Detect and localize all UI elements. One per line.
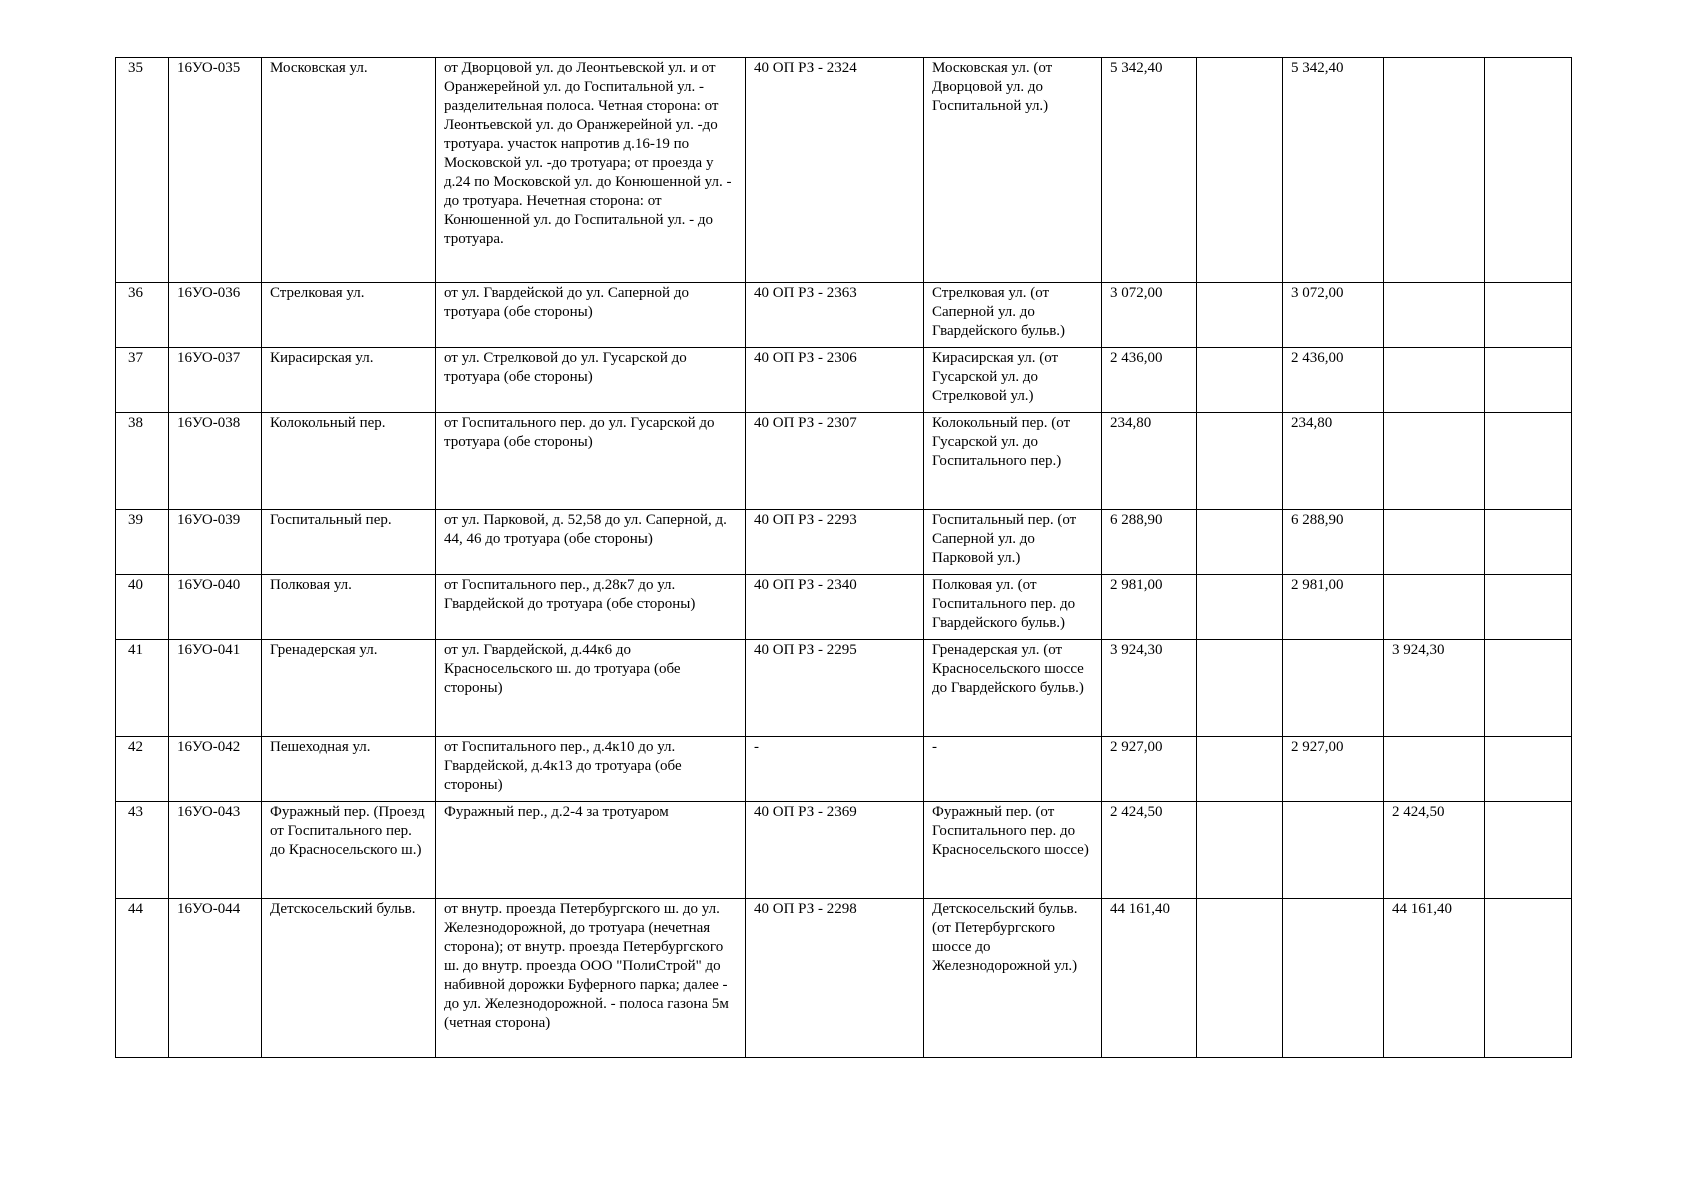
object-code-cell: 16УО-039	[169, 510, 262, 575]
total-area-cell: 2 424,50	[1102, 802, 1197, 899]
table-row	[116, 283, 1572, 348]
total-area-cell: 2 981,00	[1102, 575, 1197, 640]
column-7-cell	[1197, 348, 1283, 413]
road-registry-id-cell: 40 ОП РЗ - 2340	[746, 575, 924, 640]
total-area-cell: 3 072,00	[1102, 283, 1197, 348]
column-9-cell	[1384, 737, 1485, 802]
object-code-cell: 16УО-040	[169, 575, 262, 640]
table-row	[116, 737, 1572, 802]
column-9-cell	[1384, 58, 1485, 283]
total-area-cell: 234,80	[1102, 413, 1197, 510]
boundary-description-cell: от Дворцовой ул. до Леонтьевской ул. и от Оранжерейной ул. до Госпитальной ул. - разделительная полоса. Четная сторона: от Леонтьевской ул. до Оранжерейной ул. -до тротуара. участок напротив д.16-19 по Московской ул. -до тротуара; от проезда у д.24 по Московской ул. до Конюшенной ул. - до тротуара. Нечетная сторона: от Конюшенной ул. до Госпитальной ул. - до тротуара.	[436, 58, 746, 283]
column-8-cell	[1283, 802, 1384, 899]
column-8-cell: 6 288,90	[1283, 510, 1384, 575]
street-name-cell: Стрелковая ул.	[262, 283, 436, 348]
road-registry-id-cell: -	[746, 737, 924, 802]
road-registry-name-cell: Полковая ул. (от Госпитального пер. до Гвардейского бульв.)	[924, 575, 1102, 640]
row-number-cell: 40	[116, 575, 169, 640]
street-name-cell: Детскосельский бульв.	[262, 899, 436, 1058]
table-row	[116, 640, 1572, 737]
column-7-cell	[1197, 58, 1283, 283]
road-registry-name-cell: Гренадерская ул. (от Красносельского шоссе до Гвардейского бульв.)	[924, 640, 1102, 737]
street-name-cell: Гренадерская ул.	[262, 640, 436, 737]
column-10-cell	[1485, 737, 1572, 802]
street-name-cell: Московская ул.	[262, 58, 436, 283]
column-10-cell	[1485, 348, 1572, 413]
object-code-cell: 16УО-044	[169, 899, 262, 1058]
road-registry-name-cell: Московская ул. (от Дворцовой ул. до Госпитальной ул.)	[924, 58, 1102, 283]
object-code-cell: 16УО-035	[169, 58, 262, 283]
column-8-cell: 2 981,00	[1283, 575, 1384, 640]
row-number-cell: 43	[116, 802, 169, 899]
column-10-cell	[1485, 640, 1572, 737]
table-row	[116, 348, 1572, 413]
road-registry-id-cell: 40 ОП РЗ - 2369	[746, 802, 924, 899]
column-9-cell	[1384, 283, 1485, 348]
boundary-description-cell: от ул. Гвардейской до ул. Саперной до тротуара (обе стороны)	[436, 283, 746, 348]
column-10-cell	[1485, 802, 1572, 899]
object-code-cell: 16УО-042	[169, 737, 262, 802]
road-registry-id-cell: 40 ОП РЗ - 2363	[746, 283, 924, 348]
column-8-cell: 2 436,00	[1283, 348, 1384, 413]
total-area-cell: 6 288,90	[1102, 510, 1197, 575]
object-code-cell: 16УО-036	[169, 283, 262, 348]
road-registry-name-cell: Госпитальный пер. (от Саперной ул. до Парковой ул.)	[924, 510, 1102, 575]
column-7-cell	[1197, 640, 1283, 737]
street-name-cell: Полковая ул.	[262, 575, 436, 640]
column-10-cell	[1485, 510, 1572, 575]
boundary-description-cell: от внутр. проезда Петербургского ш. до ул. Железнодорожной, до тротуара (нечетная сторона); от внутр. проезда Петербургского ш. до внутр. проезда ООО "ПолиСтрой" до набивной дорожки Буферного парка; далее - до ул. Железнодорожной. - полоса газона 5м (четная сторона)	[436, 899, 746, 1058]
road-registry-id-cell: 40 ОП РЗ - 2295	[746, 640, 924, 737]
total-area-cell: 2 436,00	[1102, 348, 1197, 413]
column-9-cell: 3 924,30	[1384, 640, 1485, 737]
road-registry-id-cell: 40 ОП РЗ - 2293	[746, 510, 924, 575]
column-7-cell	[1197, 802, 1283, 899]
road-registry-name-cell: Кирасирская ул. (от Гусарской ул. до Стрелковой ул.)	[924, 348, 1102, 413]
boundary-description-cell: от ул. Гвардейской, д.44к6 до Красносельского ш. до тротуара (обе стороны)	[436, 640, 746, 737]
column-7-cell	[1197, 413, 1283, 510]
road-registry-id-cell: 40 ОП РЗ - 2298	[746, 899, 924, 1058]
total-area-cell: 44 161,40	[1102, 899, 1197, 1058]
column-7-cell	[1197, 899, 1283, 1058]
column-8-cell: 234,80	[1283, 413, 1384, 510]
boundary-description-cell: от ул. Стрелковой до ул. Гусарской до тротуара (обе стороны)	[436, 348, 746, 413]
street-name-cell: Госпитальный пер.	[262, 510, 436, 575]
column-7-cell	[1197, 283, 1283, 348]
road-registry-id-cell: 40 ОП РЗ - 2324	[746, 58, 924, 283]
table-row	[116, 575, 1572, 640]
street-name-cell: Пешеходная ул.	[262, 737, 436, 802]
road-registry-id-cell: 40 ОП РЗ - 2307	[746, 413, 924, 510]
row-number-cell: 44	[116, 899, 169, 1058]
street-name-cell: Кирасирская ул.	[262, 348, 436, 413]
road-registry-name-cell: -	[924, 737, 1102, 802]
row-number-cell: 41	[116, 640, 169, 737]
column-10-cell	[1485, 575, 1572, 640]
road-registry-name-cell: Детскосельский бульв. (от Петербургского шоссе до Железнодорожной ул.)	[924, 899, 1102, 1058]
column-9-cell	[1384, 348, 1485, 413]
column-9-cell	[1384, 413, 1485, 510]
column-10-cell	[1485, 283, 1572, 348]
road-registry-name-cell: Фуражный пер. (от Госпитального пер. до Красносельского шоссе)	[924, 802, 1102, 899]
column-10-cell	[1485, 899, 1572, 1058]
column-10-cell	[1485, 58, 1572, 283]
column-9-cell: 44 161,40	[1384, 899, 1485, 1058]
column-9-cell	[1384, 510, 1485, 575]
total-area-cell: 2 927,00	[1102, 737, 1197, 802]
total-area-cell: 3 924,30	[1102, 640, 1197, 737]
column-7-cell	[1197, 510, 1283, 575]
table-row	[116, 413, 1572, 510]
row-number-cell: 37	[116, 348, 169, 413]
row-number-cell: 36	[116, 283, 169, 348]
object-code-cell: 16УО-041	[169, 640, 262, 737]
boundary-description-cell: от Госпитального пер., д.4к10 до ул. Гвардейской, д.4к13 до тротуара (обе стороны)	[436, 737, 746, 802]
road-registry-id-cell: 40 ОП РЗ - 2306	[746, 348, 924, 413]
object-code-cell: 16УО-038	[169, 413, 262, 510]
table-row	[116, 899, 1572, 1058]
total-area-cell: 5 342,40	[1102, 58, 1197, 283]
column-8-cell: 3 072,00	[1283, 283, 1384, 348]
street-name-cell: Колокольный пер.	[262, 413, 436, 510]
table-row	[116, 802, 1572, 899]
column-8-cell: 2 927,00	[1283, 737, 1384, 802]
row-number-cell: 42	[116, 737, 169, 802]
road-registry-name-cell: Колокольный пер. (от Гусарской ул. до Госпитального пер.)	[924, 413, 1102, 510]
column-9-cell: 2 424,50	[1384, 802, 1485, 899]
row-number-cell: 38	[116, 413, 169, 510]
table-row	[116, 58, 1572, 283]
road-registry-name-cell: Стрелковая ул. (от Саперной ул. до Гвардейского бульв.)	[924, 283, 1102, 348]
road-maintenance-table	[115, 57, 1572, 1058]
column-8-cell	[1283, 899, 1384, 1058]
boundary-description-cell: от ул. Парковой, д. 52,58 до ул. Саперной, д. 44, 46 до тротуара (обе стороны)	[436, 510, 746, 575]
row-number-cell: 35	[116, 58, 169, 283]
column-8-cell: 5 342,40	[1283, 58, 1384, 283]
column-7-cell	[1197, 737, 1283, 802]
column-10-cell	[1485, 413, 1572, 510]
street-name-cell: Фуражный пер. (Проезд от Госпитального пер. до Красносельского ш.)	[262, 802, 436, 899]
row-number-cell: 39	[116, 510, 169, 575]
column-9-cell	[1384, 575, 1485, 640]
object-code-cell: 16УО-037	[169, 348, 262, 413]
table-row	[116, 510, 1572, 575]
boundary-description-cell: от Госпитального пер. до ул. Гусарской до тротуара (обе стороны)	[436, 413, 746, 510]
object-code-cell: 16УО-043	[169, 802, 262, 899]
boundary-description-cell: Фуражный пер., д.2-4 за тротуаром	[436, 802, 746, 899]
column-8-cell	[1283, 640, 1384, 737]
column-7-cell	[1197, 575, 1283, 640]
boundary-description-cell: от Госпитального пер., д.28к7 до ул. Гвардейской до тротуара (обе стороны)	[436, 575, 746, 640]
